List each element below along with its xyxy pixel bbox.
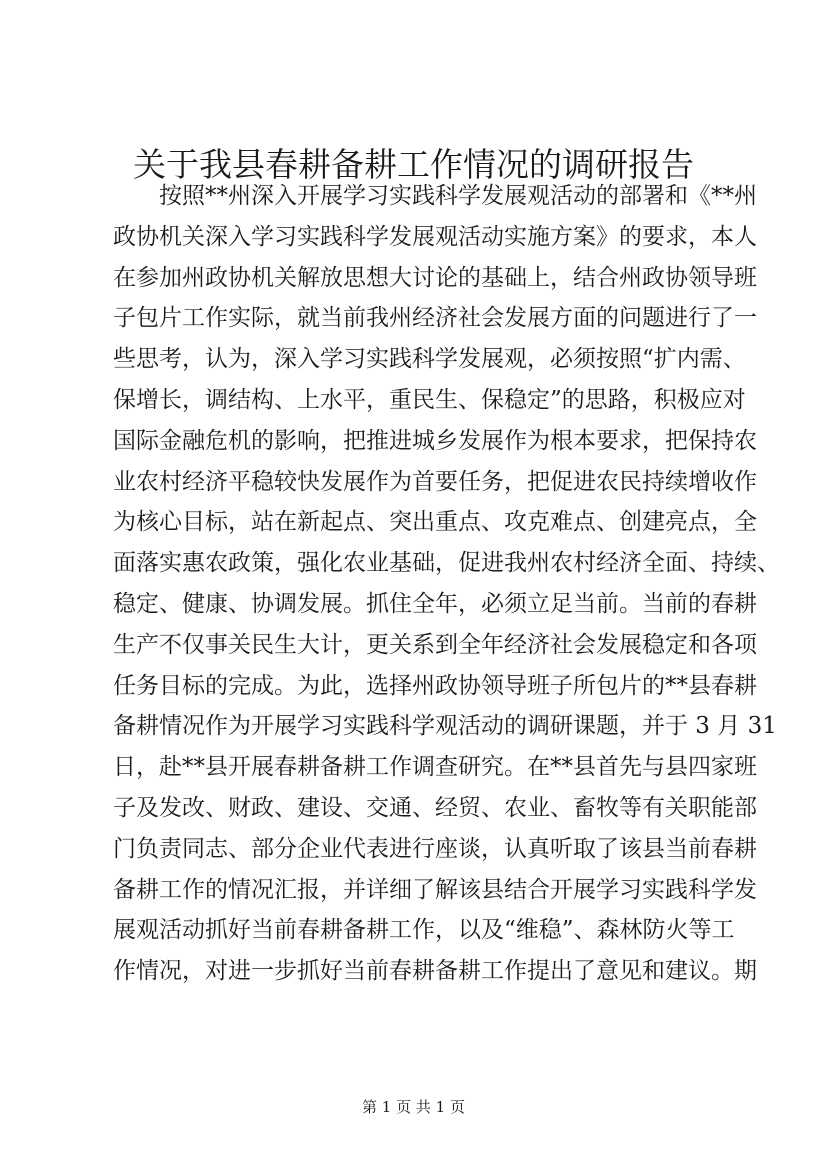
document-title: 关于我县春耕备耕工作情况的调研报告 [133,145,694,184]
body-line: 国际金融危机的影响，把推进城乡发展作为根本要求，把保持农 [113,427,757,454]
body-line: 为核心目标，站在新起点、突出重点、攻克难点、创建亮点，全 [113,509,757,536]
body-line: 在参加州政协机关解放思想大讨论的基础上，结合州政协领导班 [113,264,757,291]
body-line: 子及发改、财政、建设、交通、经贸、农业、畜牧等有关职能部 [113,794,757,821]
body-line: 面落实惠农政策，强化农业基础，促进我州农村经济全面、持续、 [113,550,780,577]
body-line: 政协机关深入学习实践科学发展观活动实施方案》的要求，本人 [113,223,757,250]
body-line: 任务目标的完成。为此，选择州政协领导班子所包片的**县春耕 [113,672,757,699]
page-footer: 第 1 页 共 1 页 [362,1098,465,1116]
body-line: 业农村经济平稳较快发展作为首要任务，把促进农民持续增收作 [113,468,757,495]
body-line: 按照**州深入开展学习实践科学发展观活动的部署和《**州 [159,183,757,209]
document-body [113,176,780,992]
body-line: 保增长，调结构、上水平，重民生、保稳定”的思路，积极应对 [113,386,746,413]
body-line: 展观活动抓好当前春耕备耕工作，以及“维稳”、森林防火等工 [113,917,735,944]
body-line: 作情况，对进一步抓好当前春耕备耕工作提出了意见和建议。期 [113,958,757,985]
body-line: 生产不仅事关民生大计，更关系到全年经济社会发展稳定和各项 [113,631,757,658]
body-line: 日，赴**县开展春耕备耕工作调查研究。在**县首先与县四家班 [113,754,757,781]
body-line: 稳定、健康、协调发展。抓住全年，必须立足当前。当前的春耕 [113,590,757,617]
body-line: 些思考，认为，深入学习实践科学发展观，必须按照“扩内需、 [113,346,746,373]
body-line: 备耕情况作为开展学习实践科学观活动的调研课题，并于 3 月 31 [113,713,777,740]
body-line: 门负责同志、部分企业代表进行座谈，认真听取了该县当前春耕 [113,835,757,862]
body-line: 备耕工作的情况汇报，并详细了解该县结合开展学习实践科学发 [113,876,757,903]
body-line: 子包片工作实际，就当前我州经济社会发展方面的问题进行了一 [113,305,757,332]
